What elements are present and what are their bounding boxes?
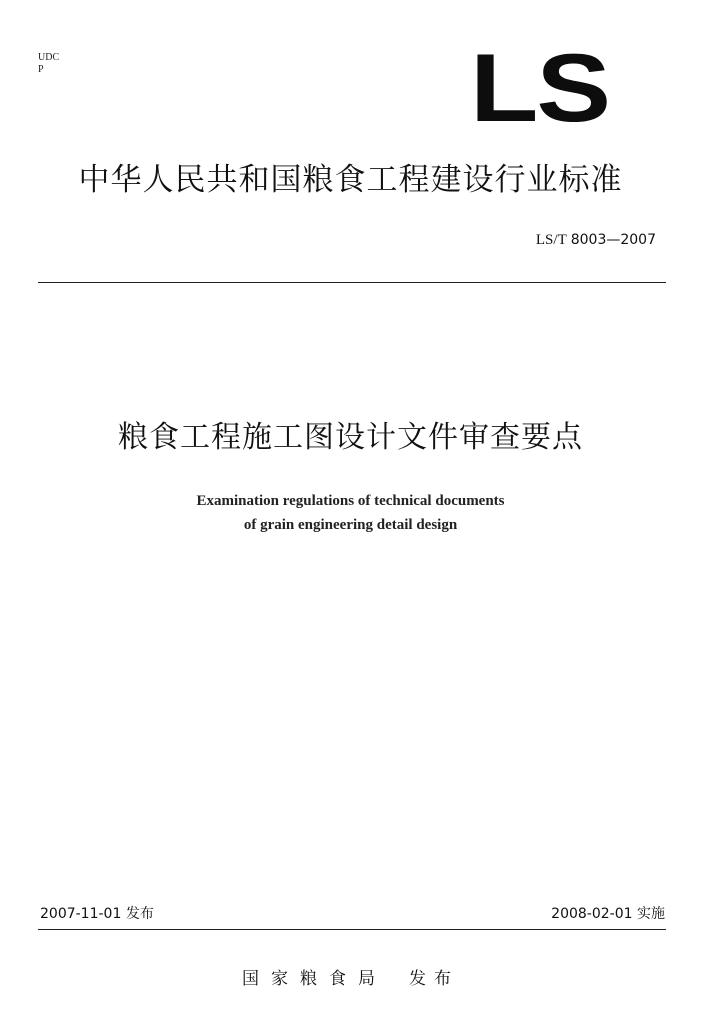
publisher-line [0,967,701,991]
publisher-name: 国家粮食局 [242,969,387,989]
document-title-en-line1: Examination regulations of technical documents [196,493,505,509]
ls-logo: LS [470,33,610,142]
effective-date: 2008-02-01 [551,906,633,922]
organization-title: 中华人民共和国粮食工程建设行业标准 [78,162,623,198]
header-divider [38,282,666,283]
classification-codes [38,52,59,76]
category-code: P [38,64,44,75]
effective-date-block [551,905,665,923]
publisher-action: 发布 [409,969,459,989]
standard-number [536,231,656,249]
standard-prefix: LS/T [535,232,567,248]
document-title-cn: 粮食工程施工图设计文件审查要点 [118,420,583,455]
document-title-en-line2: of grain engineering detail design [243,517,458,533]
document-title-en [0,489,701,537]
udc-label: UDC [38,52,60,63]
issue-date: 2007-11-01 [40,906,122,922]
issue-date-block [40,905,154,923]
footer-divider [38,929,666,930]
standard-code: 8003—2007 [570,232,656,248]
issue-label: 发布 [125,906,154,922]
effective-label: 实施 [637,906,665,922]
